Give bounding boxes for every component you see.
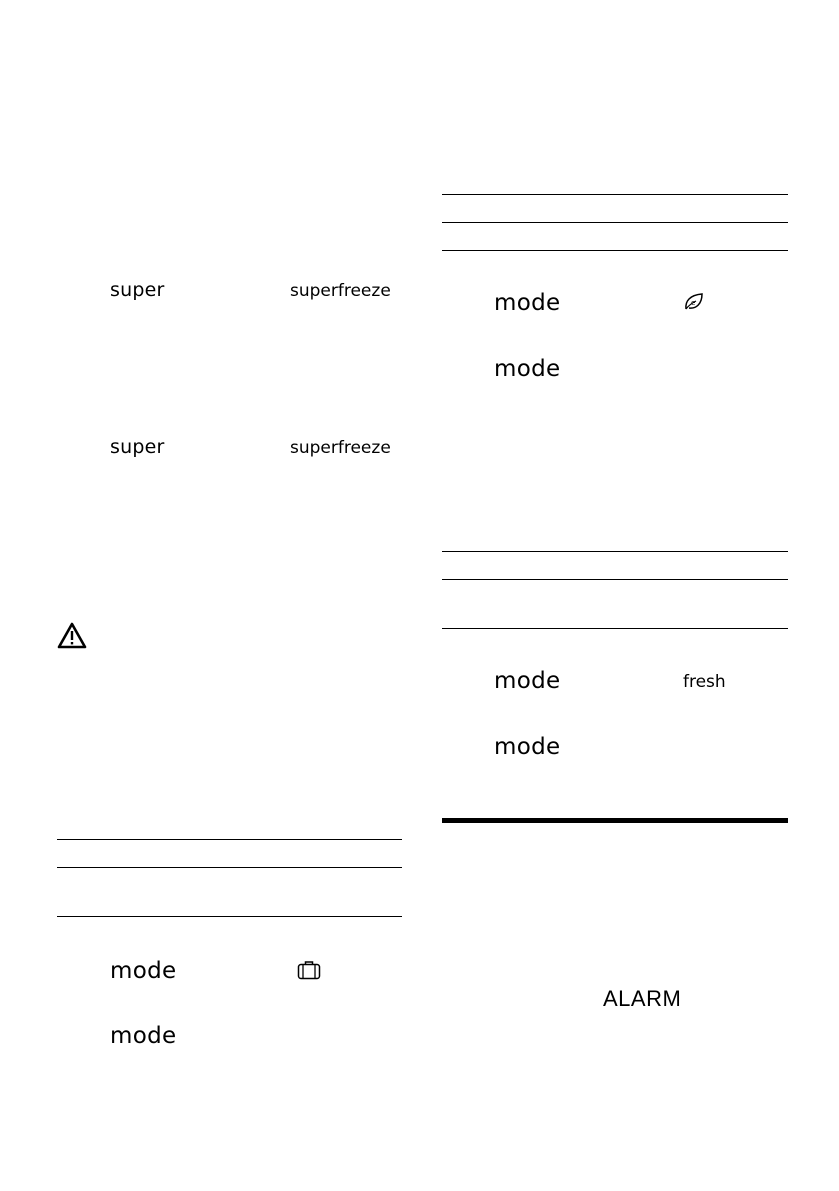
table-rule <box>57 916 402 917</box>
alarm-display-label: ALARM <box>603 986 682 1011</box>
super-button-label: super <box>110 436 165 458</box>
table-rule <box>57 867 402 868</box>
mode-button-label: mode <box>494 734 561 760</box>
table-rule <box>442 628 788 629</box>
eco-leaf-icon <box>683 292 705 312</box>
table-rule <box>442 250 788 251</box>
super-button-label: super <box>110 279 165 301</box>
mode-button-label: mode <box>110 1023 177 1049</box>
table-rule <box>442 194 788 195</box>
superfreeze-display-label: superfreeze <box>290 281 391 301</box>
section-divider <box>442 818 788 823</box>
suitcase-icon <box>297 960 321 980</box>
mode-button-label: mode <box>494 290 561 316</box>
fresh-display-label: fresh <box>683 672 726 692</box>
table-rule <box>442 222 788 223</box>
mode-button-label: mode <box>494 356 561 382</box>
warning-triangle-icon <box>57 622 87 649</box>
superfreeze-display-label: superfreeze <box>290 438 391 458</box>
mode-button-label: mode <box>110 958 177 984</box>
mode-button-label: mode <box>494 668 561 694</box>
table-rule <box>442 579 788 580</box>
table-rule <box>442 551 788 552</box>
svg-text:e: e <box>691 299 696 307</box>
table-rule <box>57 839 402 840</box>
